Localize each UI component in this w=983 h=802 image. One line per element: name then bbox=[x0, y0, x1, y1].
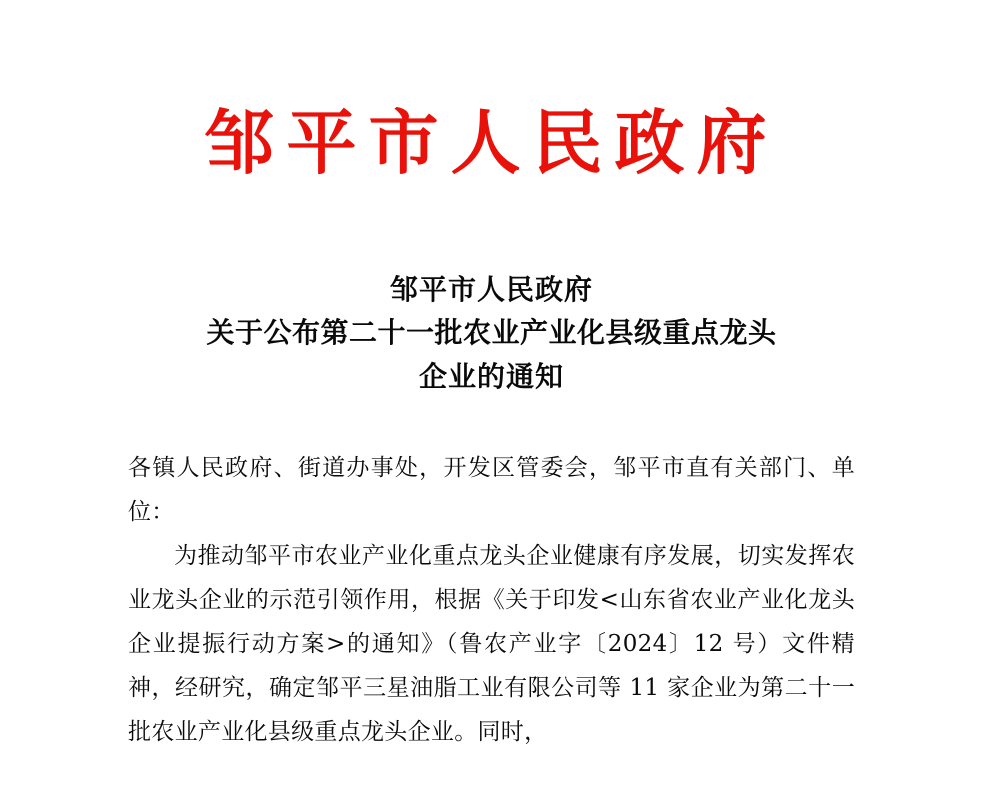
document-title bbox=[0, 268, 983, 398]
document-body bbox=[0, 446, 983, 754]
government-masthead: 邹平市人民政府 bbox=[204, 101, 779, 184]
body-paragraph-recipients: 各镇人民政府、街道办事处，开发区管委会，邹平市直有关部门、单位： bbox=[128, 455, 855, 526]
document-title-line-1: 邹平市人民政府 bbox=[389, 273, 593, 306]
body-paragraph-main: 为推动邹平市农业产业化重点龙头企业健康有序发展，切实发挥农业龙头企业的示范引领作用，根据《关于印发<山东省农业产业化龙头企业提振行动方案>的通知》（鲁农产业字〔2024〕12 号）文件精神，经研究，确定邹平三星油脂工业有限公司等 11 家企业为第二十一批农业产业化县级重点龙头企业。同时， bbox=[128, 543, 855, 746]
document-title-line-3: 企业的通知 bbox=[418, 359, 564, 393]
document-title-line-2: 关于公布第二十一批农业产业化县级重点龙头 bbox=[206, 316, 777, 350]
